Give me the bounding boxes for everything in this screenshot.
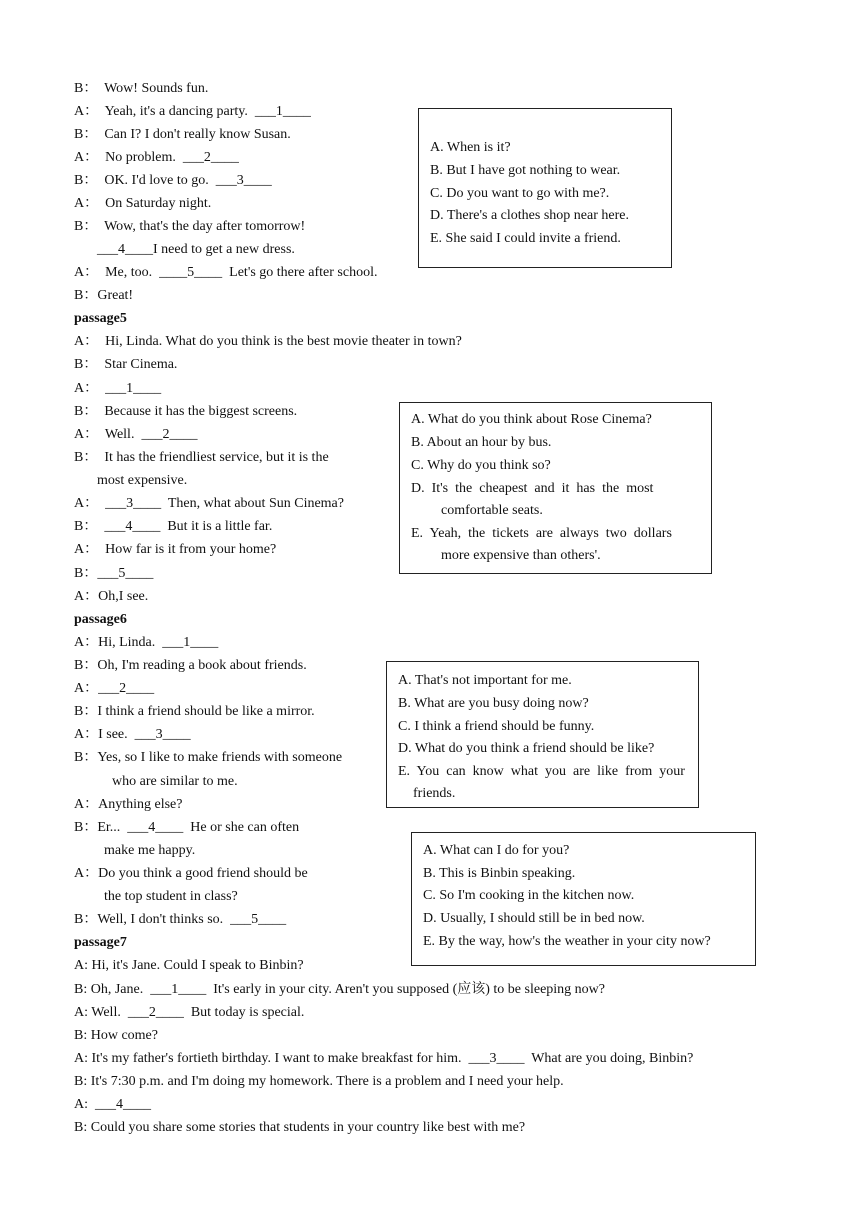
option-item: C. Why do you think so?	[411, 458, 551, 473]
dialogue-line: A: ___4____	[74, 1097, 151, 1112]
dialogue-line: B：Well, I don't thinks so. ___5____	[74, 912, 287, 927]
option-item: C. I think a friend should be funny.	[398, 719, 595, 734]
option-item: C. Do you want to go with me?.	[430, 186, 610, 201]
dialogue-line: B: Oh, Jane. ___1____ It's early in your city. Aren't you supposed (应该) to be sleeping now?	[74, 982, 605, 997]
dialogue-line: A：I see. ___3____	[74, 727, 191, 742]
option-item: D. It's the cheapest and it has the most	[411, 481, 654, 496]
dialogue-line: make me happy.	[104, 843, 196, 858]
options-box	[411, 832, 756, 966]
dialogue-line: B： Wow! Sounds fun.	[74, 81, 209, 96]
dialogue-line: B: How come?	[74, 1028, 158, 1043]
dialogue-line: A： Yeah, it's a dancing party. ___1____	[74, 104, 311, 119]
dialogue-line: A： Well. ___2____	[74, 427, 198, 442]
option-item: C. So I'm cooking in the kitchen now.	[423, 888, 635, 903]
option-item: A. What can I do for you?	[423, 843, 570, 858]
dialogue-line: A: Well. ___2____ But today is special.	[74, 1005, 305, 1020]
dialogue-line: A： Me, too. ____5____ Let's go there after school.	[74, 265, 378, 280]
dialogue-line: B： Wow, that's the day after tomorrow!	[74, 219, 306, 234]
dialogue-line: A：___2____	[74, 681, 155, 696]
dialogue-line: most expensive.	[97, 473, 188, 488]
option-item: E. By the way, how's the weather in your city now?	[423, 934, 711, 949]
dialogue-line: who are similar to me.	[112, 774, 238, 789]
passage-heading: passage7	[74, 935, 127, 950]
option-item: B. This is Binbin speaking.	[423, 866, 576, 881]
options-box	[386, 661, 699, 808]
dialogue-line: B： Star Cinema.	[74, 357, 178, 372]
dialogue-line: B: It's 7:30 p.m. and I'm doing my homework. There is a problem and I need your help.	[74, 1074, 564, 1089]
option-item: D. What do you think a friend should be like?	[398, 741, 655, 756]
option-item: E. She said I could invite a friend.	[430, 231, 621, 246]
dialogue-line: B：Great!	[74, 288, 134, 303]
dialogue-line: B：Oh, I'm reading a book about friends.	[74, 658, 307, 673]
option-item: B. About an hour by bus.	[411, 435, 552, 450]
dialogue-line: A：Do you think a good friend should be	[74, 866, 308, 881]
dialogue-line: ___4____I need to get a new dress.	[97, 242, 295, 257]
options-box	[418, 108, 672, 268]
dialogue-line: A: It's my father's fortieth birthday. I want to make breakfast for him. ___3____ What are you doing, Binbin?	[74, 1051, 694, 1066]
dialogue-line: B： OK. I'd love to go. ___3____	[74, 173, 272, 188]
dialogue-line: A： No problem. ___2____	[74, 150, 239, 165]
dialogue-line: A： ___3____ Then, what about Sun Cinema?	[74, 496, 344, 511]
option-item: B. What are you busy doing now?	[398, 696, 589, 711]
option-item: A. That's not important for me.	[398, 673, 572, 688]
option-item: E. Yeah, the tickets are always two dollars	[411, 526, 672, 541]
dialogue-line: A: Hi, it's Jane. Could I speak to Binbin?	[74, 958, 304, 973]
dialogue-line: A： ___1____	[74, 381, 162, 396]
passage-heading: passage5	[74, 311, 127, 326]
dialogue-line: A： On Saturday night.	[74, 196, 212, 211]
dialogue-line: B： Because it has the biggest screens.	[74, 404, 298, 419]
dialogue-line: A：Anything else?	[74, 797, 183, 812]
option-item: friends.	[413, 786, 456, 801]
options-box	[399, 402, 712, 574]
dialogue-line: the top student in class?	[104, 889, 238, 904]
dialogue-line: A：Oh,I see.	[74, 589, 149, 604]
option-item: more expensive than others'.	[441, 548, 601, 563]
dialogue-line: A： Hi, Linda. What do you think is the best movie theater in town?	[74, 334, 462, 349]
option-item: B. But I have got nothing to wear.	[430, 163, 621, 178]
option-item: A. When is it?	[430, 140, 511, 155]
option-item: D. There's a clothes shop near here.	[430, 208, 629, 223]
dialogue-line: A： How far is it from your home?	[74, 542, 277, 557]
dialogue-line: B：___5____	[74, 566, 154, 581]
dialogue-line: A：Hi, Linda. ___1____	[74, 635, 219, 650]
dialogue-line: B：Yes, so I like to make friends with someone	[74, 750, 343, 765]
option-item: comfortable seats.	[441, 503, 543, 518]
dialogue-line: B: Could you share some stories that students in your country like best with me?	[74, 1120, 526, 1135]
dialogue-line: B： ___4____ But it is a little far.	[74, 519, 273, 534]
dialogue-line: B： It has the friendliest service, but it is the	[74, 450, 329, 465]
dialogue-line: B：Er... ___4____ He or she can often	[74, 820, 300, 835]
dialogue-line: B：I think a friend should be like a mirror.	[74, 704, 315, 719]
option-item: A. What do you think about Rose Cinema?	[411, 412, 652, 427]
option-item: E. You can know what you are like from your	[398, 764, 685, 779]
dialogue-line: B： Can I? I don't really know Susan.	[74, 127, 291, 142]
passage-heading: passage6	[74, 612, 127, 627]
option-item: D. Usually, I should still be in bed now.	[423, 911, 645, 926]
